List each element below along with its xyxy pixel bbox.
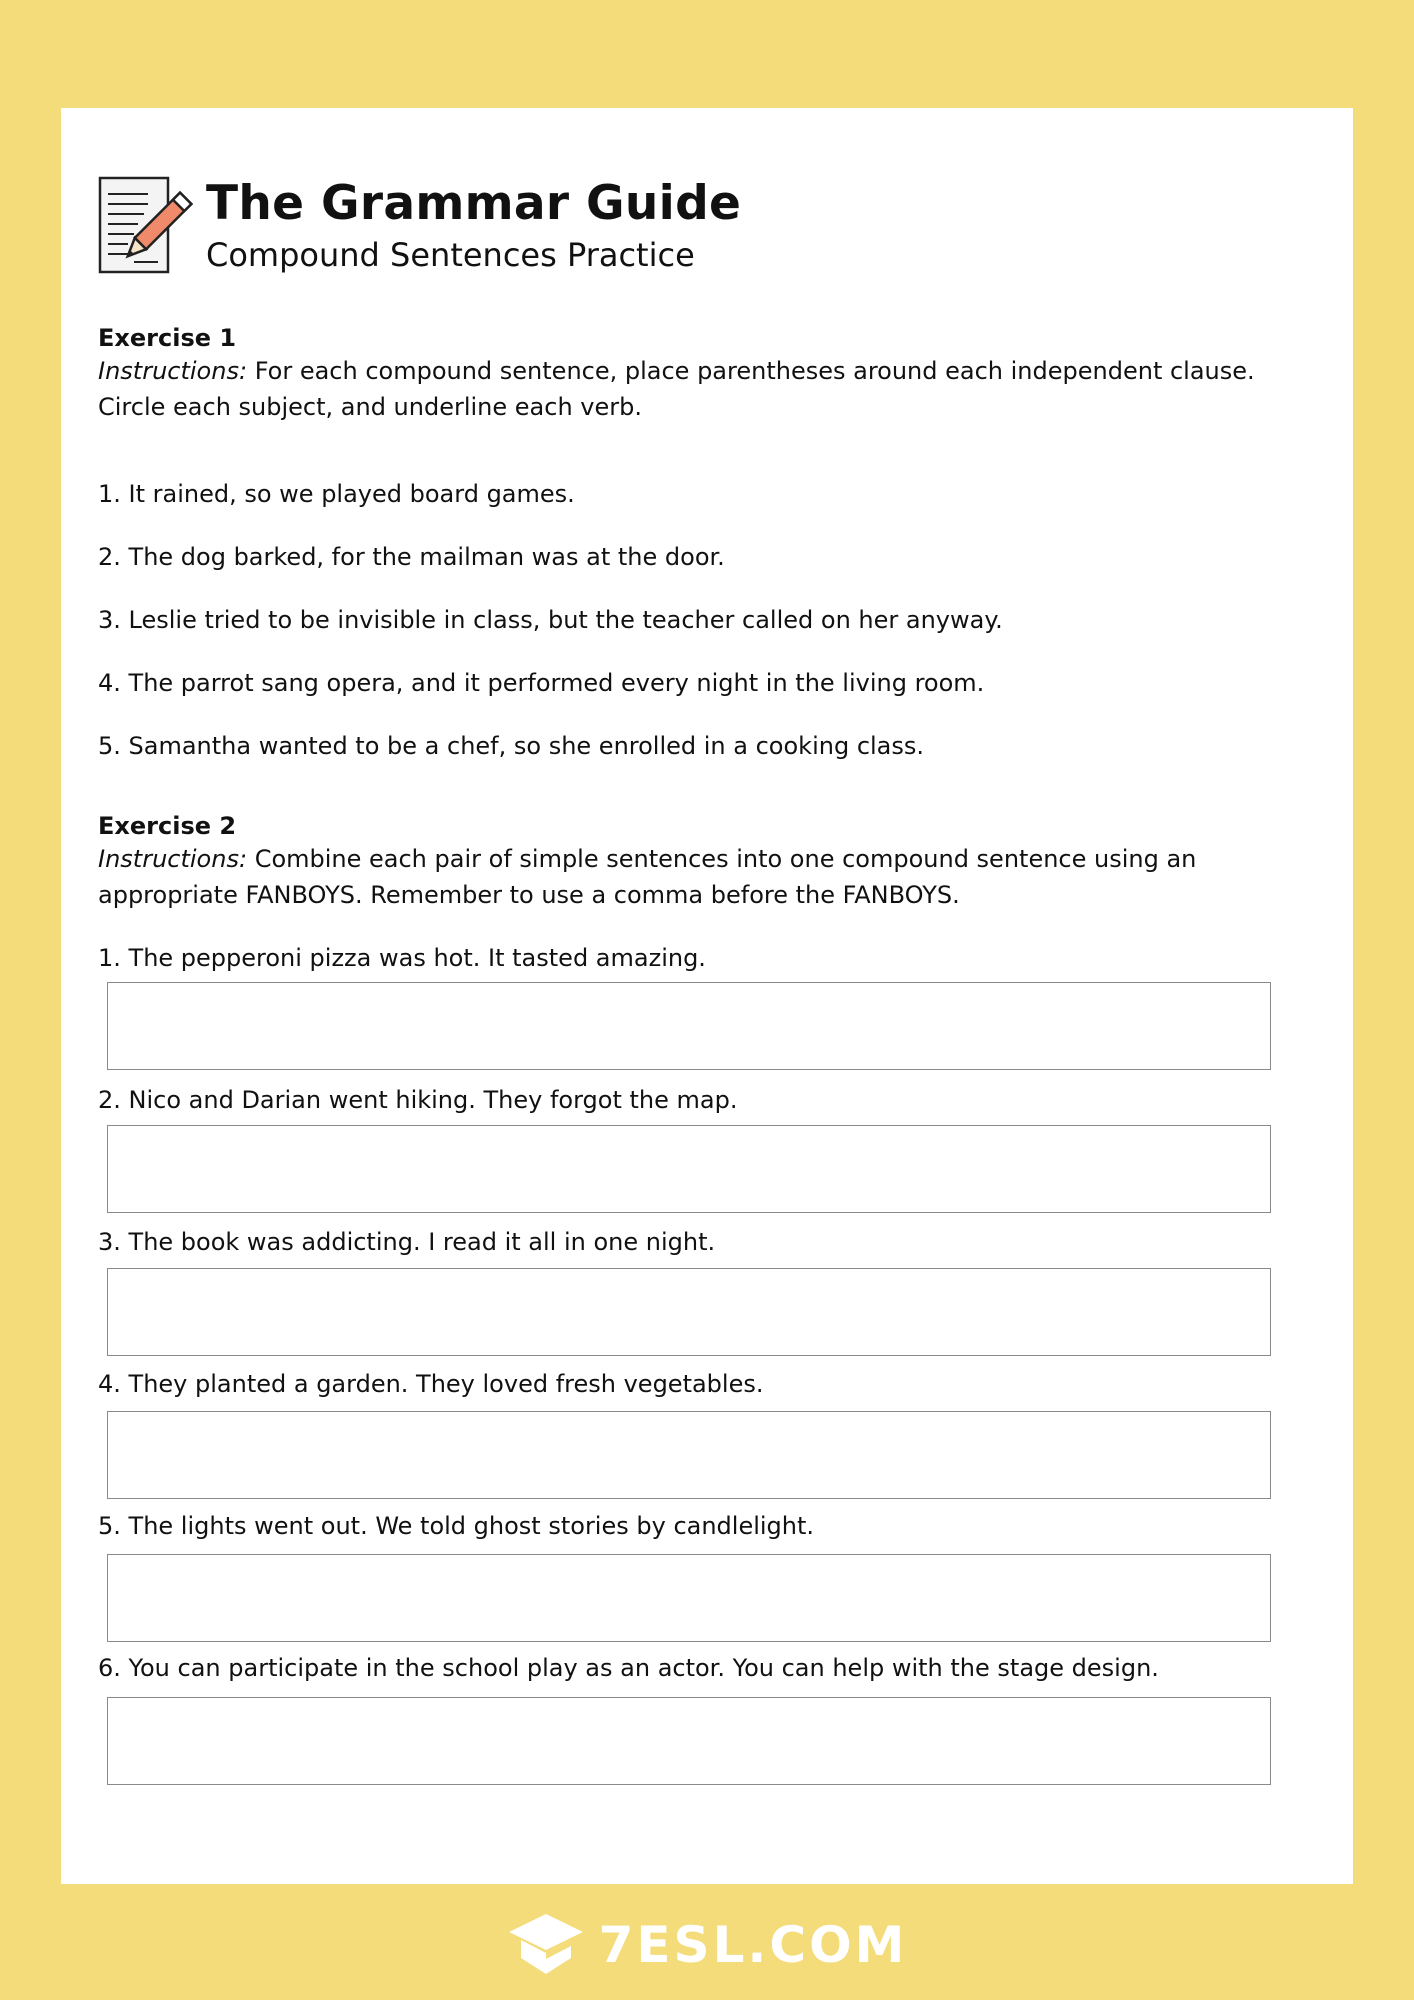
exercise-1-item: 4. The parrot sang opera, and it performed every night in the living room. <box>98 669 985 697</box>
footer <box>0 1910 1414 1980</box>
answer-box-6[interactable] <box>107 1697 1271 1785</box>
exercise-1-item: 2. The dog barked, for the mailman was at the door. <box>98 543 725 571</box>
exercise-2-instructions <box>98 841 1328 913</box>
exercise-1-instructions <box>98 353 1328 425</box>
exercise-2-prompt: 6. You can participate in the school play as an actor. You can help with the stage design. <box>98 1654 1159 1682</box>
page-title: The Grammar Guide <box>206 176 742 231</box>
graduation-cap-icon <box>507 1912 585 1978</box>
exercise-2-title: Exercise 2 <box>98 812 237 840</box>
exercise-1-item: 1. It rained, so we played board games. <box>98 480 575 508</box>
page-subtitle: Compound Sentences Practice <box>206 236 695 274</box>
brand-logo-text: 7ESL.COM <box>598 1916 908 1974</box>
exercise-2-prompt: 1. The pepperoni pizza was hot. It tasted amazing. <box>98 944 706 972</box>
exercise-2-prompt: 5. The lights went out. We told ghost stories by candlelight. <box>98 1512 815 1540</box>
exercise-2-prompt: 3. The book was addicting. I read it all in one night. <box>98 1228 716 1256</box>
exercise-1-item: 5. Samantha wanted to be a chef, so she enrolled in a cooking class. <box>98 732 925 760</box>
answer-box-3[interactable] <box>107 1268 1271 1356</box>
instructions-label: Instructions: <box>98 845 248 873</box>
instructions-text: Combine each pair of simple sentences into one compound sentence using an appropriate FANBOYS. Remember to use a comma before the FANBOYS. <box>98 845 1197 909</box>
answer-box-2[interactable] <box>107 1125 1271 1213</box>
instructions-text: For each compound sentence, place parentheses around each independent clause. Circle each subject, and underline each verb. <box>98 357 1255 421</box>
answer-box-5[interactable] <box>107 1554 1271 1642</box>
answer-box-1[interactable] <box>107 982 1271 1070</box>
exercise-2-prompt: 4. They planted a garden. They loved fresh vegetables. <box>98 1370 764 1398</box>
worksheet-page <box>61 108 1353 1884</box>
instructions-label: Instructions: <box>98 357 248 385</box>
answer-box-4[interactable] <box>107 1411 1271 1499</box>
exercise-1-title: Exercise 1 <box>98 324 237 352</box>
exercise-2-prompt: 2. Nico and Darian went hiking. They forgot the map. <box>98 1086 738 1114</box>
worksheet-pencil-icon <box>98 176 194 276</box>
exercise-1-item: 3. Leslie tried to be invisible in class, but the teacher called on her anyway. <box>98 606 1003 634</box>
